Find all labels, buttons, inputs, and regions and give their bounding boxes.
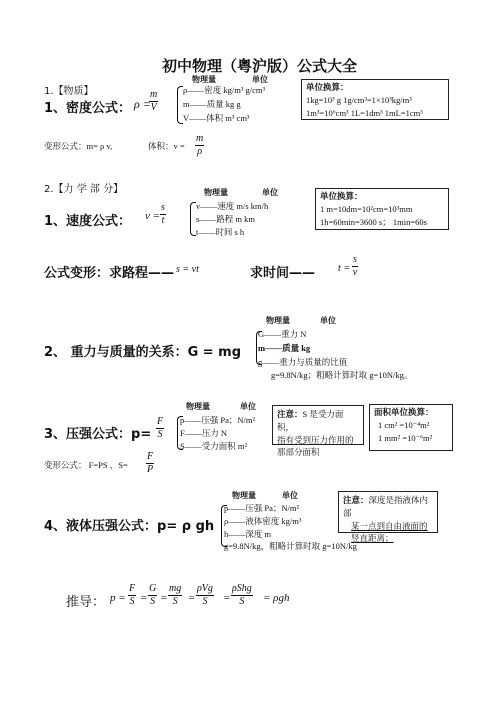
fraction-denominator: S	[239, 596, 245, 607]
liquid-row: h——深度 m	[224, 529, 271, 539]
pressure-row: S——受力面积 m²	[180, 441, 248, 451]
density-unit-conversion-box	[301, 79, 449, 120]
density-col-unit: 单位	[252, 75, 268, 84]
pressure-denominator: S	[157, 429, 163, 440]
liquid-col-unit: 单位	[282, 491, 298, 500]
box-line: 1h=60min=3600 s； 1min=60s	[320, 216, 427, 227]
pressure-variant-label: 变形公式： F=PS ，S=	[44, 460, 128, 470]
derivation-fraction-g-s	[148, 583, 157, 608]
note-line: 指有受到压力作用的	[277, 434, 354, 445]
density-variant-label: 变形公式：m= ρ v,	[44, 141, 113, 151]
note-line: 那部分面积	[277, 446, 320, 457]
density-heading: 1、密度公式：	[44, 101, 132, 116]
time-fraction	[352, 254, 358, 279]
note-line: 竖直距离；	[351, 532, 394, 543]
box-title: 面积单位换算：	[374, 408, 434, 418]
note-line: S 是受力面积，	[277, 409, 344, 433]
speed-col-quantity: 物理量	[204, 188, 228, 197]
gravity-heading: 2、 重力与质量的关系：G = mg	[44, 345, 242, 360]
equals-sign: =	[140, 592, 148, 604]
fraction-numerator: F	[129, 583, 136, 594]
gravity-row: G——重力 N	[258, 329, 307, 339]
variant-denominator: P	[147, 464, 154, 475]
speed-formula-lhs: v =	[145, 210, 161, 222]
box-line: 1m³=10⁶cm³ 1L=1dm³ 1mL=1cm³	[306, 107, 423, 118]
volume-numerator: m	[196, 133, 204, 144]
fraction-denominator: S	[202, 596, 208, 607]
gravity-row: m——质量 kg	[258, 343, 311, 353]
speed-row: t——时间 s h	[196, 227, 245, 237]
volume-denominator: ρ	[197, 146, 203, 157]
gravity-g-note: g=9.8N/kg；粗略计算时取 g=10N/kg。	[271, 370, 413, 380]
gravity-col-unit: 单位	[320, 316, 336, 325]
liquid-g-note: g=9.8N/kg，粗略计算时取 g=10N/kg	[224, 541, 357, 551]
pressure-heading: 3、压强公式：p=	[44, 427, 152, 442]
volume-fraction	[195, 133, 204, 158]
pressure-note-box	[272, 405, 364, 457]
speed-denominator: t	[161, 215, 165, 226]
box-line: 1 cm² =10⁻⁴m²	[378, 420, 430, 431]
gravity-col-quantity: 物理量	[266, 316, 290, 325]
time-variant-label: 求时间——	[250, 266, 316, 281]
area-conversion-box	[369, 404, 453, 451]
speed-col-unit: 单位	[262, 188, 278, 197]
equals-sign: =	[223, 592, 231, 604]
density-fraction	[149, 89, 158, 114]
density-row: ρ——密度 kg/m³ g/cm³	[183, 85, 266, 95]
density-row: V——体积 m³ cm³	[183, 113, 250, 123]
note-title: 注意：	[277, 410, 303, 420]
fraction-numerator: G	[149, 583, 157, 594]
pressure-row: p——压强 Pa；N/m²	[180, 415, 256, 425]
equals-sign: =	[188, 592, 196, 604]
pressure-fraction	[156, 416, 164, 441]
density-col-quantity: 物理量	[192, 75, 216, 84]
pressure-numerator: F	[157, 416, 164, 427]
fraction-numerator: mg	[169, 583, 182, 594]
derivation-result: = ρgh	[263, 592, 290, 604]
derivation-p: p =	[110, 592, 126, 604]
gravity-row: g——重力与质量的比值	[258, 357, 348, 367]
page-title: 初中物理（粤沪版）公式大全	[162, 57, 358, 75]
pressure-col-unit: 单位	[240, 402, 256, 411]
pressure-col-quantity: 物理量	[186, 402, 210, 411]
liquid-row: p——压强 Pa；N/m²	[224, 503, 300, 513]
derivation-fraction-pshg-s	[231, 583, 253, 608]
speed-row: v——速度 m/s km/h	[196, 201, 269, 211]
derivation-fraction-f-s	[128, 583, 136, 608]
path-variant-label: 公式变形：求路程——	[44, 266, 175, 281]
time-formula-lhs: t =	[338, 263, 351, 274]
density-variant-volume: 体积：v =	[148, 141, 185, 151]
pressure-variant-fraction	[146, 451, 154, 476]
equals-sign: =	[160, 592, 168, 604]
fraction-numerator: ρVg	[197, 583, 213, 594]
density-row: m——质量 kg g	[183, 99, 241, 109]
speed-unit-conversion-box	[315, 188, 449, 230]
time-denominator: v	[352, 267, 358, 278]
box-line: 1 m=10dm=10²cm=10³mm	[320, 204, 413, 215]
liquid-heading: 4、液体压强公式：p= ρ gh	[44, 519, 215, 534]
section-label-matter: 1.【物质】	[44, 86, 94, 97]
fraction-denominator: S	[172, 596, 178, 607]
variant-numerator: F	[147, 451, 154, 462]
note-line: 某一点到自由液面的	[351, 520, 428, 531]
fraction-denominator: S	[150, 596, 156, 607]
derivation-label: 推导：	[66, 595, 106, 610]
fraction-denominator: S	[129, 596, 135, 607]
speed-heading: 1、速度公式：	[44, 214, 132, 229]
liquid-col-quantity: 物理量	[232, 491, 256, 500]
density-denominator: V	[150, 102, 157, 113]
density-numerator: m	[150, 89, 158, 100]
density-formula-lhs: ρ =	[134, 97, 151, 111]
box-title: 单位换算：	[320, 192, 363, 202]
derivation-fraction-pvg-s	[196, 583, 214, 608]
derivation-fraction-mg-s	[168, 583, 182, 608]
liquid-row: ρ——液体密度 kg/m³	[224, 516, 302, 526]
box-line: 1 mm² =10⁻⁶m²	[378, 432, 433, 443]
section-label-mechanics: 2.【力 学 部 分】	[44, 184, 124, 195]
box-title: 单位换算：	[306, 83, 349, 93]
speed-numerator: s	[161, 202, 165, 213]
note-title: 注意：	[343, 496, 369, 506]
fraction-numerator: ρShg	[232, 583, 252, 594]
box-line: 1kg=10³ g 1g/cm³=1×10³kg/m³	[306, 95, 412, 106]
pressure-row: F——压力 N	[180, 428, 227, 438]
speed-row: s——路程 m km	[196, 214, 256, 224]
path-formula: s = vt	[176, 264, 199, 275]
speed-fraction	[160, 202, 166, 227]
time-numerator: s	[353, 254, 357, 265]
liquid-note-box	[338, 491, 438, 543]
note-line: 深度是指液体内部	[343, 495, 429, 519]
